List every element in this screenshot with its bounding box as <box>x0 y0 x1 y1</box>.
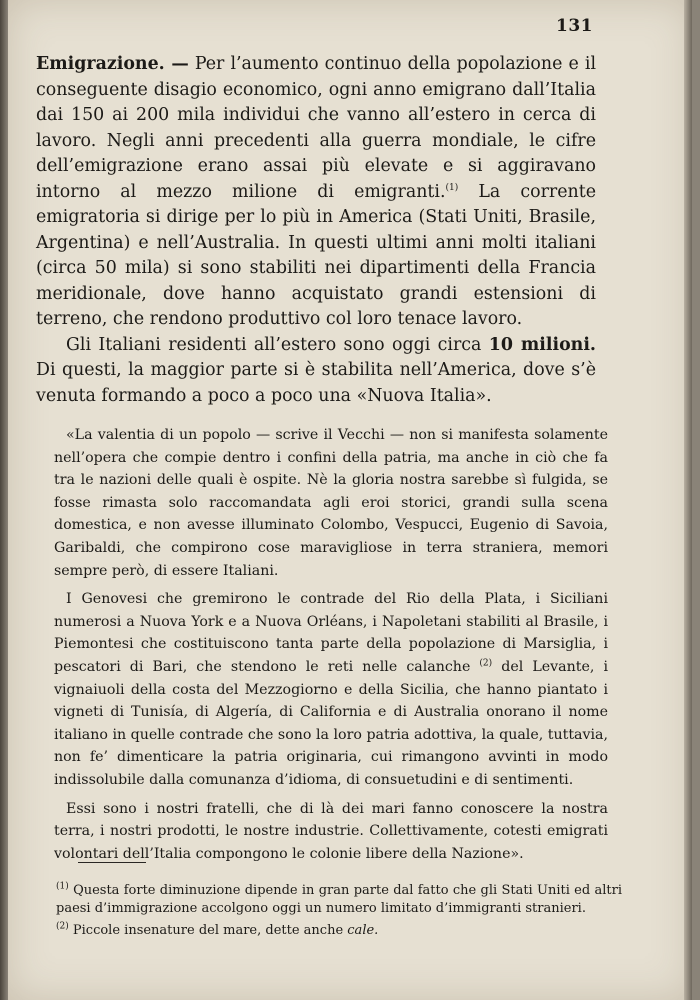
quote-text: I Genovesi che gremirono le contrade del Rio della Plata, i Siciliani numerosi a Nuova York e a Nuova Orléans, i Napoletani stabiliti al Brasile, i Piemontesi che costituiscono tanta parte della popolazione di Marsiglia, i pescatori di Bari, che stendono le reti nelle calanche <box>54 591 608 675</box>
footnote-ref-1: (1) <box>445 182 459 193</box>
section-heading: Emigrazione. — <box>36 54 189 74</box>
quote-text: del Levante, i vignaiuoli della costa del Mezzogiorno e della Sicilia, che hanno piantato i vigneti di Tunisía, di Algería, di California e di Australia onorano il nome italiano in quelle contrade che sono la loro patria adottiva, la quale, tuttavia, non fe’ dimenticare la patria originaria, cui rimangono avvinti in modo indissolubile dalla comunanza d’idioma, di consuetudini e di sentimenti. <box>54 658 608 788</box>
paragraph-text: Gli Italiani residenti all’estero sono oggi circa <box>66 334 482 355</box>
footnote-2 <box>56 922 622 940</box>
footnote-mark-1: (1) <box>56 881 69 892</box>
quote-paragraph-1: «La valentia di un popolo — scrive il Vecchi — non si manifesta solamente nell’opera che compie dentro i confini della patria, ma anche in ciò che fa tra le nazioni delle quali è ospite. Nè la gloria nostra sarebbe sì fulgida, se fosse rimasta solo raccomandata agli eroi storici, grandi sulla scena domestica, e non avesse illuminato Colombo, Vespucci, Eugenio di Savoia, Garibaldi, che compirono cose maravigliose in terra straniera, memori sempre però, di essere Italiani. <box>54 427 608 579</box>
quotation-block <box>54 424 608 871</box>
page-edge <box>684 0 692 1000</box>
footnote-mark-2: (2) <box>56 921 69 932</box>
highlighted-number: 10 milioni. <box>488 334 596 355</box>
paragraph-emigrazione <box>36 52 596 333</box>
footnotes <box>56 882 622 944</box>
footnote-italic-term: cale. <box>347 923 379 938</box>
page-number: 131 <box>556 16 593 36</box>
footnote-text-1: Questa forte diminuzione dipende in gran parte dal fatto che gli Stati Uniti ed altri paesi d’immigrazione accolgono oggi un numero limitato d’immigranti stranieri. <box>56 883 623 916</box>
footnote-text-2: Piccole insenature del mare, dette anche <box>72 923 344 938</box>
quote-paragraph-2 <box>54 588 608 791</box>
paragraph-residenti <box>36 333 596 410</box>
footnote-divider <box>78 862 146 863</box>
quote-paragraph-3: Essi sono i nostri fratelli, che di là dei mari fanno conoscere la nostra terra, i nostri prodotti, le nostre industrie. Collettivamente, cotesti emigrati volontari dell’Italia compongono le colonie libere della Nazione». <box>54 800 608 862</box>
paragraph-text: Per l’aumento continuo della popolazione e il conseguente disagio economico, ogni anno emigrano dall’Italia dai 150 ai 200 mila individui che vanno all’estero in cerca di lavoro. Negli anni precedenti alla guerra mondiale, le cifre dell’emigrazione erano assai più elevate e si aggiravano intorno al mezzo milione di emigranti. <box>36 54 597 202</box>
footnote-1 <box>56 882 622 918</box>
paragraph-text: Di questi, la maggior parte si è stabilita nell’America, dove s’è venuta formando a poco a poco una «Nuova Italia». <box>36 360 596 406</box>
book-spine-shadow <box>0 0 8 1000</box>
paragraph-text-cont: La corrente emigratoria si dirige per lo più in America (Stati Uniti, Brasile, Argentina) e nell’Australia. In questi ultimi anni molti italiani (circa 50 mila) si sono stabiliti nei dipartimenti della Francia meridionale, dove hanno acquistato grandi estensioni di terreno, che rendono produttivo col loro tenace lavoro. <box>36 181 597 329</box>
footnote-ref-2: (2) <box>479 658 493 669</box>
main-text <box>36 52 596 409</box>
book-page <box>8 0 692 1000</box>
